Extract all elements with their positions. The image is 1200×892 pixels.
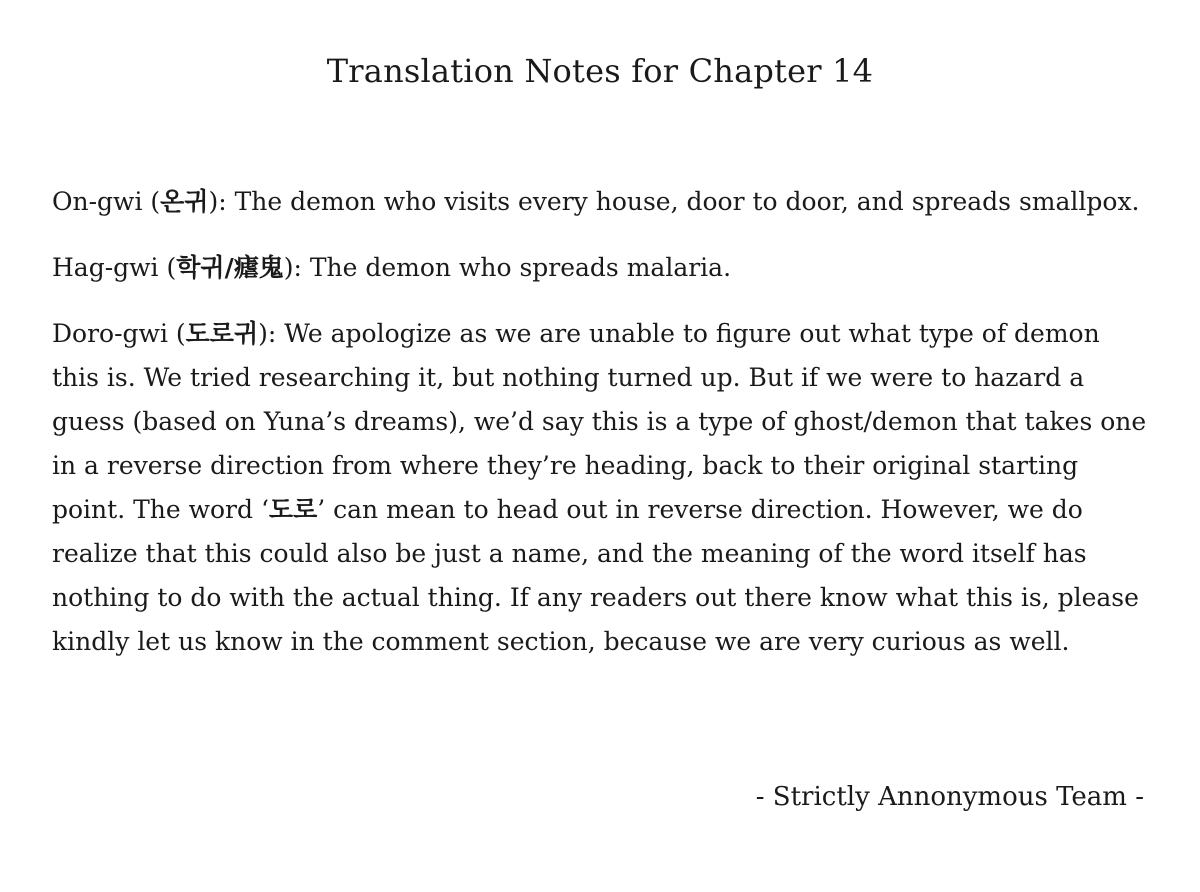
note-term: On-gwi: [52, 187, 143, 216]
note-hag-gwi: [52, 246, 1148, 290]
note-paren-open: (: [158, 253, 177, 282]
note-definition: The demon who spreads malaria.: [309, 253, 732, 282]
notes-list: [52, 180, 1148, 686]
note-definition-part1: We apologize as we are unable to figure out what type of demon this is. We tried researching it, but nothing turned up. But if we were to hazard a guess (based on Yuna’s dreams), we’d say this is a type of ghost/demon that takes one in a reverse direction from where they’re heading, back to their original starting point. The word ‘: [52, 319, 1147, 524]
note-paren-close: ):: [208, 187, 235, 216]
note-paren-close: ):: [258, 319, 285, 348]
note-on-gwi: [52, 180, 1148, 224]
note-paren-open: (: [167, 319, 186, 348]
team-signature: - Strictly Annonymous Team -: [755, 782, 1144, 812]
note-doro-gwi: [52, 312, 1148, 664]
note-native-term: 학귀/瘧鬼: [176, 253, 284, 282]
note-definition-part2: ’ can mean to head out in reverse direction. However, we do realize that this could also be just a name, and the meaning of the word itself has nothing to do with the actual thing. If any readers out there know what this is, please kindly let us know in the comment section, because we are very curious as well.: [52, 495, 1139, 656]
note-native-term: 도로귀: [185, 319, 259, 348]
page-title: Translation Notes for Chapter 14: [326, 52, 874, 90]
note-native-term: 온귀: [160, 187, 209, 216]
note-paren-open: (: [142, 187, 161, 216]
note-term: Hag-gwi: [52, 253, 159, 282]
note-term: Doro-gwi: [52, 319, 168, 348]
note-definition: The demon who visits every house, door to door, and spreads smallpox.: [234, 187, 1140, 216]
note-paren-close: ):: [283, 253, 310, 282]
note-definition-native-word: 도로: [268, 495, 318, 524]
